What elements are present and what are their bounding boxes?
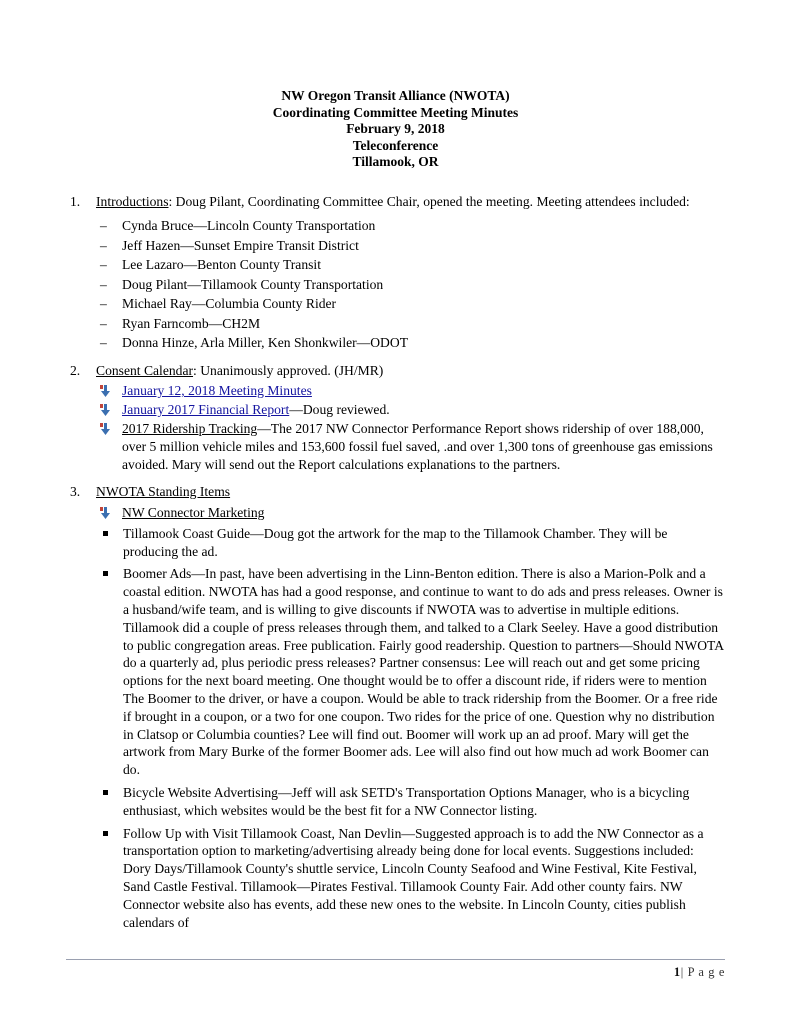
consent-link[interactable]: January 2017 Financial Report [122, 402, 290, 418]
square-bullet-icon [103, 831, 108, 836]
consent-link-note: —The 2017 NW Connector Performance Report shows ridership of over 188,000, over 5 million vehicle miles and 153,600 fossil fuel saved, .and over 1,300 tons of greenhouse gas emissions avoided. Mary will send out the Report calculations explanations to the partners. [122, 421, 713, 473]
dash-bullet-icon: – [100, 257, 107, 273]
document-header [66, 88, 725, 171]
list-item [96, 255, 725, 275]
item-heading: NWOTA Standing Items [96, 484, 231, 500]
download-arrow-icon [98, 422, 112, 436]
header-line-5: Tillamook, OR [352, 154, 439, 169]
list-item [96, 275, 725, 295]
marketing-bullet-list [96, 525, 725, 932]
list-item [96, 314, 725, 334]
bullet-text: Follow Up with Visit Tillamook Coast, Nan Devlin—Suggested approach is to add the NW Connector as a transportation option to marketing/advertising already being done for local events. Suggestions included: Dory Days/Tillamook County's shuttle service, Lincoln County Seafood and Wine Festival, Kite Festival, Sand Castle Festival. Tillamook—Pirates Festival. Tillamook County Fair. Add other county fairs. NW Connector website also has events, add these new ones to the website. In Lincoln County, cities publish calendars of [123, 825, 704, 930]
dash-bullet-icon: – [100, 218, 107, 234]
download-arrow-icon [98, 384, 112, 398]
header-line-4: Teleconference [352, 137, 439, 153]
list-item [96, 565, 725, 779]
subsection-heading: NW Connector Marketing [122, 504, 265, 520]
list-item [96, 236, 725, 256]
attendee-name: Cynda Bruce—Lincoln County Transportation [122, 218, 376, 234]
download-arrow-icon [98, 403, 112, 417]
list-item [96, 825, 725, 932]
item-text [96, 483, 725, 501]
square-bullet-icon [103, 531, 108, 536]
list-item [96, 420, 725, 474]
minutes-list [66, 193, 725, 932]
item-lead: : Unanimously approved. (JH/MR) [193, 362, 384, 378]
attendee-name: Doug Pilant—Tillamook County Transportation [122, 276, 384, 292]
page-footer [66, 959, 725, 980]
header-line-3: February 9, 2018 [346, 121, 445, 136]
header-line-2: Coordinating Committee Meeting Minutes [272, 104, 519, 120]
list-item [96, 525, 725, 561]
agenda-item-consent-calendar [66, 362, 725, 475]
list-item [96, 784, 725, 820]
item-text [96, 193, 725, 211]
attendee-name: Jeff Hazen—Sunset Empire Transit District [122, 237, 359, 253]
attendee-list [96, 216, 725, 353]
item-lead: : Doug Pilant, Coordinating Committee Chair, opened the meeting. Meeting attendees included: [168, 193, 690, 209]
dash-bullet-icon: – [100, 315, 107, 331]
bullet-text: Bicycle Website Advertising—Jeff will ask SETD's Transportation Options Manager, who is a bicycling enthusiast, which websites would be the best fit for a NW Connector listing. [123, 784, 690, 818]
square-bullet-icon [103, 571, 108, 576]
header-line-1: NW Oregon Transit Alliance (NWOTA) [281, 88, 510, 103]
list-item [96, 401, 725, 419]
consent-link-note: —Doug reviewed. [289, 402, 390, 418]
square-bullet-icon [103, 790, 108, 795]
attendee-name: Donna Hinze, Arla Miller, Ken Shonkwiler—ODOT [122, 335, 408, 351]
dash-bullet-icon: – [100, 276, 107, 292]
agenda-item-nwota-standing-items [66, 483, 725, 931]
consent-link[interactable]: January 12, 2018 Meeting Minutes [122, 383, 312, 399]
attendee-name: Michael Ray—Columbia County Rider [122, 296, 337, 312]
agenda-item-introductions [66, 193, 725, 353]
item-heading: Introductions [96, 193, 169, 209]
list-item [96, 294, 725, 314]
attendee-name: Lee Lazaro—Benton County Transit [122, 257, 321, 273]
item-text [96, 362, 725, 380]
item-number: 2. [70, 362, 81, 378]
dash-bullet-icon: – [100, 237, 107, 253]
dash-bullet-icon: – [100, 296, 107, 312]
item-number: 3. [70, 484, 81, 500]
attendee-name: Ryan Farncomb—CH2M [122, 315, 261, 331]
page-label: | P a g e [680, 965, 725, 979]
bullet-text: Tillamook Coast Guide—Doug got the artwork for the map to the Tillamook Chamber. They will be producing the ad. [123, 525, 668, 559]
list-item [96, 333, 725, 353]
consent-link[interactable]: 2017 Ridership Tracking [122, 421, 258, 437]
consent-link-list [96, 382, 725, 474]
page-number: 1 [673, 965, 681, 979]
list-item [96, 504, 725, 522]
bullet-text: Boomer Ads—In past, have been advertising in the Linn-Benton edition. There is also a Marion-Polk and a coastal edition. NWOTA has had a good response, and continue to want to do ads and press releases. Owner is a husband/wife team, and is willing to give discounts if NWOTA was to advertise in multiple editions. Tillamook did a couple of press releases through them, and talked to a Clark Seeley. Have a good distribution to public congregation areas. Free publication. Fairly good readership. Question to partners—Should NWOTA do a quarterly ad, plus periodic press releases? Partner consensus: Lee will reach out and get some pricing options for the next board meeting. One thought would be to offer a discount ride, if riders were to mention The Boomer to the driver, or have a coupon. Would be able to track ridership from the Boomer. Or a free ride if brought in a coupon, or a two for one coupon. Two rides for the price of one. Question why no distribution in Clatsop or Columbia counties? Lee will find out. Boomer will work up an ad proof. Mary will get the artwork from Mary Burke of the former Boomer ads. Lee will also find out how much ad work Boomer can do. [123, 566, 724, 778]
list-item [96, 382, 725, 400]
standing-subheading-list [96, 504, 725, 522]
dash-bullet-icon: – [100, 335, 107, 351]
item-heading: Consent Calendar [96, 362, 194, 378]
item-number: 1. [70, 193, 81, 209]
list-item [96, 216, 725, 236]
download-arrow-icon [98, 506, 112, 520]
